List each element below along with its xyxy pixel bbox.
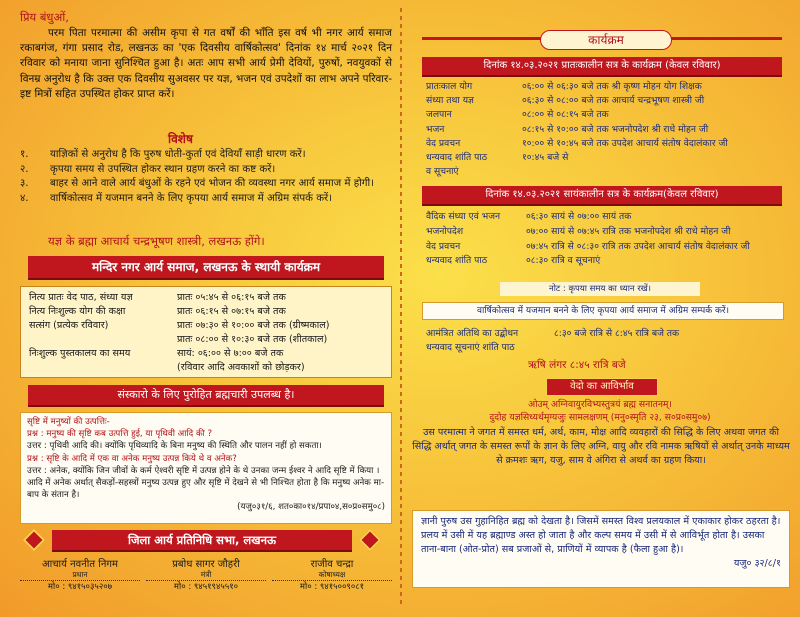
yajman-note: वार्षिकोत्सव में यजमान बनने के लिए कृपया आर्य समाज में अग्रिम सम्पर्क करें।	[422, 302, 784, 320]
greeting: प्रिय बंधुओं,	[20, 10, 69, 24]
gyani-box	[412, 510, 790, 588]
qa-question: प्रश्न : मनुष्य की सृष्टि कब उत्पत्ति हुई, या पृथिवी आदि की ?	[27, 429, 213, 440]
vedo-title: वेदो का आविर्भाव	[546, 378, 658, 396]
list-item: ३. बाहर से आने वाले आर्य बंधुओं के रहने एवं भोजन की व्यवस्था नगर आर्य समाज में होगी।	[20, 178, 375, 189]
table-row: आमंत्रित अतिथि का उद्बोधन ८:३० बजे रात्रि से ८:४५ रात्रि बजे तक	[426, 328, 680, 339]
gyani-text: ज्ञानी पुरुष उस गुहानिहित ब्रह्म को देखता है। जिसमें समस्त विश्व प्रलयकाल में एकाकार होकर ठहरता है। प्रलय में उसी में यह ब्रह्माण्ड अस्त हो जाता है और कल्प समय में उसी में से आविर्भूत होता है। उसका ताना-बाना (ओत-प्रोत) सब प्रजाओं से, प्राणियों में व्यापक है (फैला हुआ है)।	[421, 516, 781, 555]
officer-treasurer: राजीव चन्द्रा कोषाध्यक्ष मो० : ९४१५००९०८१	[272, 556, 392, 592]
sanskar-banner: संस्कारो के लिए पुरोहित ब्रह्मचारी उपलब्ध है।	[28, 385, 384, 405]
table-row: धन्यवाद शांति पाठ ०८:३० रात्रि व सूचनाएं	[426, 255, 601, 267]
qa-reference: (यजु०३१/६, शत०का०१४/प्रपा०४,स०प्र०समु०८)	[237, 502, 385, 513]
center-divider	[400, 8, 402, 608]
table-row: निःशुल्क पुस्तकालय का समय सायं: ०६:०० से ७:०० बजे तक	[29, 348, 284, 359]
officer-president: आचार्य नवनीत निगम प्रधान मो० : ९४१५०३५२०७	[20, 556, 140, 592]
table-row: वैदिक संध्या एवं भजन ०६:३० सायं से ०७:०० सायं तक	[426, 211, 632, 222]
guest-schedule	[426, 327, 786, 355]
table-row: वेद प्रवचन ०७:४५ रात्रि से ०८:३० रात्रि तक उपदेश आचार्य संतोष वेदालंकार जी	[426, 240, 750, 252]
officers	[20, 556, 392, 592]
sabha-title: जिला आर्य प्रतिनिधि सभा, लखनऊ	[52, 530, 352, 550]
table-row: जलपान ०८:०० से ०८:१५ बजे तक	[426, 109, 609, 121]
table-row: भजन ०८:१५ से १०:०० बजे तक भजनोपदेश श्री राधे मोहन जी	[426, 123, 709, 135]
table-row: प्रातः ०८:०० से १०:३० बजे तक (शीतकाल)	[177, 334, 328, 345]
morning-schedule	[426, 80, 786, 179]
table-row: धन्यवाद शांति पाठ १०:४५ बजे से	[426, 152, 569, 164]
om-emblem-icon	[359, 529, 382, 552]
vedo-sanskrit: ओउम् अग्निवायुरविभ्यस्तुत्रयं ब्रह्म सनातनम्। दुदोह यज्ञसिध्यर्थमृग्यजुः सामलक्षणम् (मनु०स्मृति २३, स०प्र०समु०७)	[489, 399, 711, 423]
table-row: नित्य प्रातः वेद पाठ, संध्या यज्ञ प्रातः ०५:४५ से ०६:१५ बजे तक	[29, 292, 286, 303]
morning-session-title: दिनांक १४.०३.२०२१ प्रातःकालीन सत्र के कार्यक्रम (केवल रविवार)	[422, 57, 782, 75]
table-row: प्रातःकाल योग ०६:०० से ०६:३० बजे तक श्री कृष्ण मोहन योग शिक्षक	[426, 81, 702, 92]
om-emblem-icon	[23, 529, 46, 552]
table-row: संध्या तथा यज्ञ ०६:३० से ०८:०० बजे तक आचार्य चन्द्रभूषण शास्त्री जी	[426, 95, 705, 107]
evening-session-title: दिनांक १४.०३.२०२१ सायंकालीन सत्र के कार्यक्रम(केवल रविवार)	[422, 186, 782, 204]
karyakram-title: कार्यक्रम	[540, 30, 672, 50]
permanent-table	[29, 291, 383, 375]
list-item: २. कृपया समय से उपस्थित होकर स्थान ग्रहण करने का कष्ट करें।	[20, 163, 276, 175]
officer-secretary: प्रबोध सागर जौहरी मंत्री मो० : ९४५१९४५५१०	[146, 556, 266, 592]
vedo-text: उस परमात्मा ने जगत में समस्त धर्म, अर्थ, काम, मोक्ष आदि व्यवहारों की सिद्धि के लिए अथवा जगत की सिद्धि अर्थात् जगत के समस्त रूपों के ज्ञान के लिए अग्नि, वायु और रवि नामक ऋषियों से अर्थात् उनके माध्यम से क्रमशः ऋग, यजु, साम वे अंगिरा से अथर्व का ग्रहण किया।	[412, 427, 790, 466]
qa-heading: सृष्टि में मनुष्यों की उत्पत्तिः-	[27, 417, 110, 427]
list-item: ४. वार्षिकोत्सव में यजमान बनने के लिए कृपया आर्य समाज में अग्रिम संपर्क करें।	[20, 192, 333, 204]
table-row: (रविवार आदि अवकाशों को छोड़कर)	[177, 362, 305, 373]
table-row: नित्य निःशुल्क योग की कक्षा प्रातः ०६:१५ से ०७:१५ बजे तक	[29, 306, 286, 317]
gyani-reference: यजु० ३२/८/१	[733, 558, 781, 569]
evening-schedule	[426, 210, 786, 269]
table-row: धन्यवाद सूचनाएं शांति पाठ	[426, 342, 515, 353]
list-item: १. याज्ञिकों से अनुरोध है कि पुरुष धोती-कुर्ता एवं देवियाँ साड़ी धारण करें।	[20, 149, 306, 160]
intro-paragraph: परम पिता परमात्मा की असीम कृपा से गत वर्षों की भाँति इस वर्ष भी नगर आर्य समाज रकाबगंज, गंगा प्रसाद रोड, लखनऊ का 'एक दिवसीय वार्षिकोत्सव' दिनांक १४ मार्च २०२१ दिन रविवार को मनाया जाना सुनिश्चित हुआ है। अतः आप सभी आर्य प्रेमी देवियों, पुरुषों, नवयुवकों से विनम्र अनुरोध है कि उक्त एक दिवसीय सुअवसर पर यज्ञ, भजन एवं उपदेशों का लाभ अपने परिवार-इष्ट मित्रों सहित उपस्थित होकर प्राप्त करें।	[20, 27, 392, 100]
note: नोट : कृपया समय का ध्यान रखें।	[500, 282, 700, 296]
qa-answer: उत्तर : अनेक, क्योंकि जिन जीवों के कर्म ऐश्वरी सृष्टि में उत्पन्न होने के थे उनका जन्म ईश्वर ने आदि सृष्टि में किया । आदि में अनेक अर्थात् सैकड़ों-सहस्त्रों मनुष्य उत्पन्न हुए और सृष्टि में देखने से भी निश्चित होता है कि मनुष्य अनेक मा-बाप के संतान है।	[27, 465, 385, 501]
permanent-programme-box	[20, 286, 392, 378]
table-row: भजनोपदेश ०७:०० सायं से ०७:४५ रात्रि तक भजनोपदेश श्री राधे मोहन जी	[426, 225, 731, 237]
vishesh-title: विशेष	[168, 132, 193, 146]
qa-answer: उत्तर : पृथिवी आदि की। क्योंकि पृथिव्यादि के बिना मनुष्य की स्थिति और पालन नहीं हो सकता।	[27, 441, 322, 452]
brahma-note: यज्ञ के ब्रह्मा आचार्य चन्द्रभूषण शास्त्री, लखनऊ होंगे।	[48, 234, 265, 248]
langar-note: ऋषि लंगर ८:४५ रात्रि बजे	[528, 359, 626, 371]
vishesh-list	[20, 148, 392, 206]
qa-box	[20, 412, 392, 524]
table-row: सत्संग (प्रत्येक रविवार) प्रातः ०७:३० से १०:०० बजे तक (ग्रीष्मकाल)	[29, 320, 330, 331]
table-row: व सूचनाएं	[426, 166, 459, 178]
qa-question: प्रश्न : सृष्टि के आदि में एक वा अनेक मनुष्य उत्पन्न किये थे व अनेक?	[27, 453, 237, 464]
table-row: वेद प्रवचन १०:०० से १०:४५ बजे तक उपदेश आचार्य संतोष वेदालंकार जी	[426, 137, 728, 149]
permanent-programme-title: मन्दिर नगर आर्य समाज, लखनऊ के स्थायी कार्यक्रम	[28, 256, 384, 278]
